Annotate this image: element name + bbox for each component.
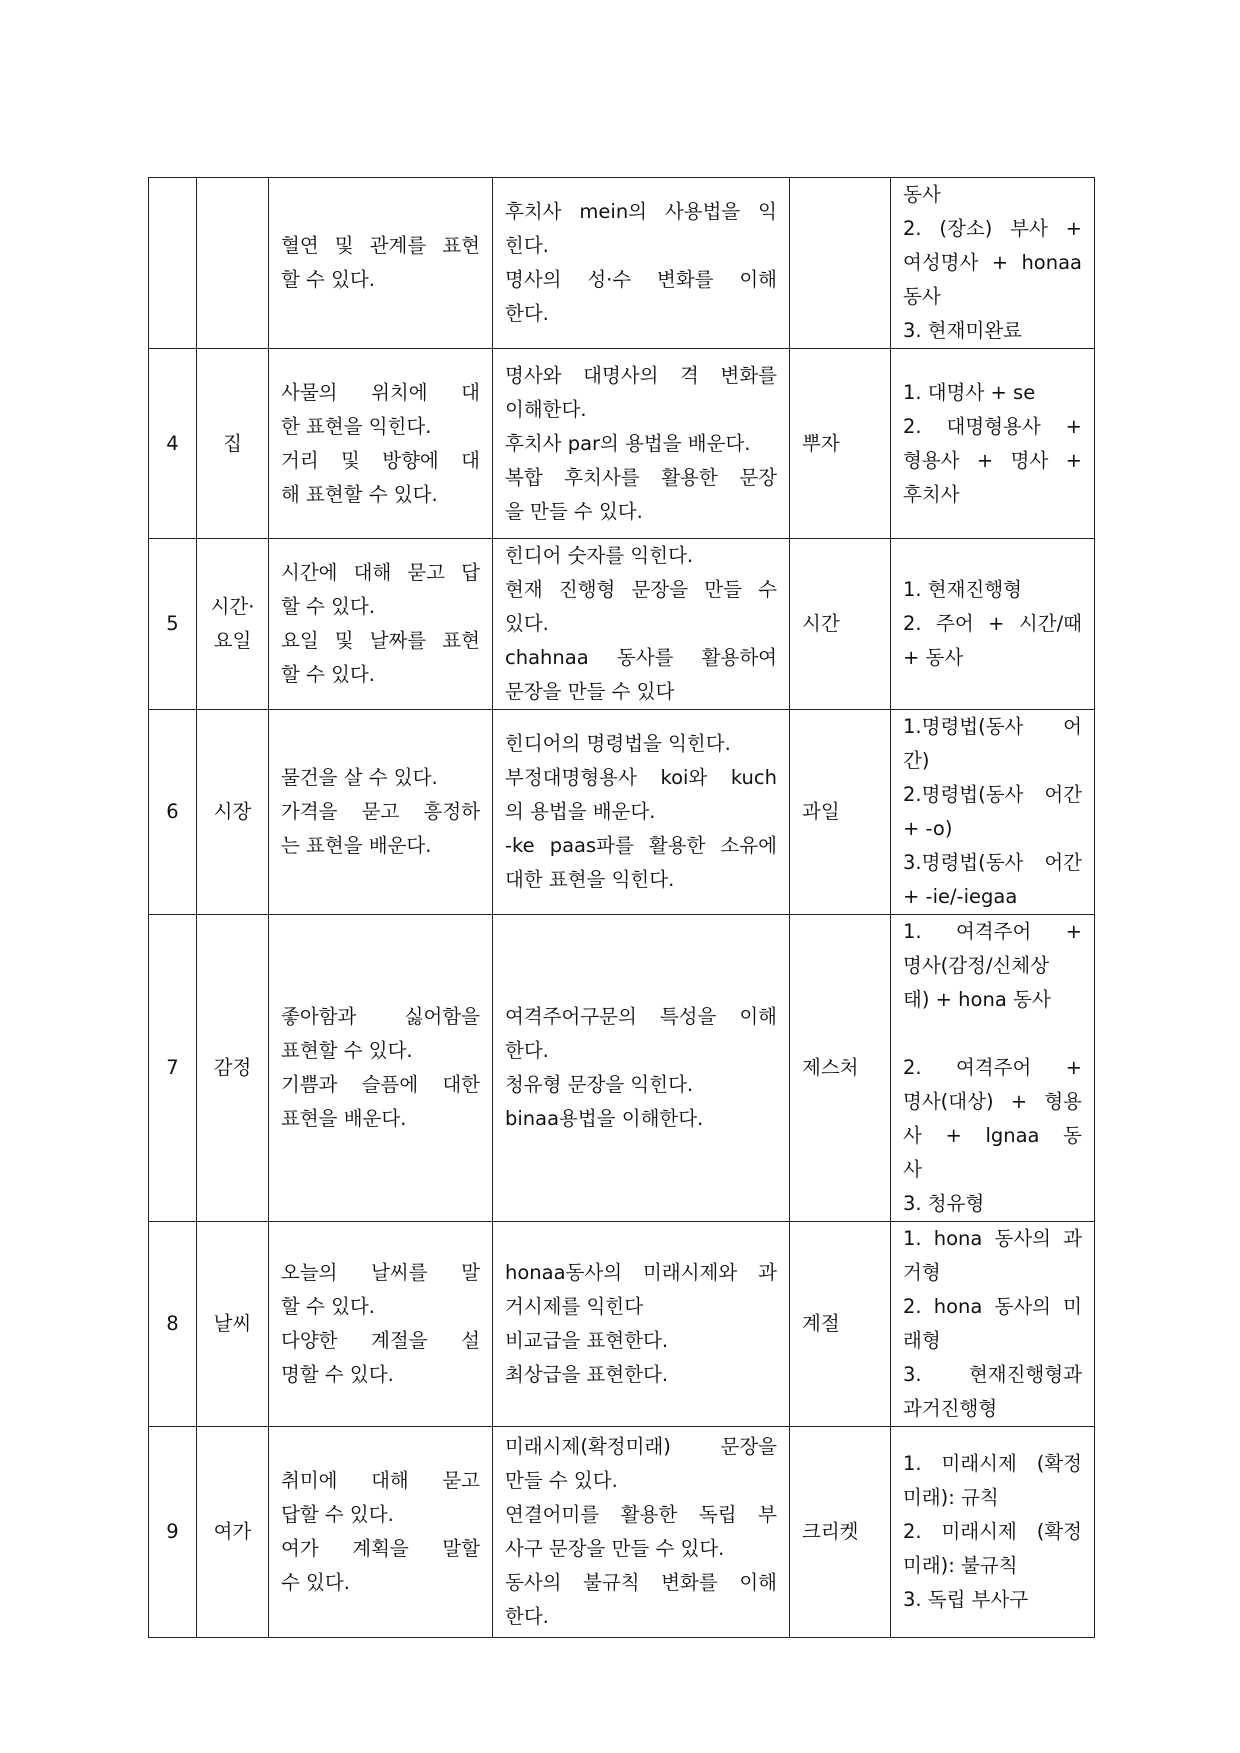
grammar-cell bbox=[493, 1427, 790, 1638]
structure-line: 3.명령법(동사 어간 bbox=[903, 851, 1082, 874]
grammar-cell bbox=[493, 539, 790, 710]
goal-line: 할 수 있다. bbox=[281, 663, 375, 686]
structure-line: 1. 현재진행형 bbox=[903, 578, 1022, 601]
week-number-cell bbox=[149, 349, 197, 539]
topic-cell bbox=[197, 915, 269, 1222]
structure-line: 3. 청유형 bbox=[903, 1192, 985, 1215]
structure-line: 2. hona 동사의 미 bbox=[903, 1295, 1082, 1318]
week-number-cell bbox=[149, 539, 197, 710]
grammar-line: 여격주어구문의 특성을 이해 bbox=[505, 1005, 777, 1028]
grammar-line: 명사와 대명사의 격 변화를 bbox=[505, 363, 777, 387]
goal-line: 좋아함과 싫어함을 bbox=[281, 1005, 480, 1028]
week-number-cell bbox=[149, 178, 197, 349]
week-number: 5 bbox=[166, 612, 179, 635]
week-number: 8 bbox=[166, 1312, 179, 1335]
grammar-line: 명사의 성·수 변화를 이해 bbox=[505, 268, 777, 291]
structure-cell bbox=[891, 1222, 1095, 1427]
goal-line: 해 표현할 수 있다. bbox=[281, 482, 438, 506]
grammar-line: 복합 후치사를 활용한 문장 bbox=[505, 465, 777, 489]
table-body bbox=[149, 178, 1095, 1638]
structure-line: 간) bbox=[903, 749, 930, 772]
vocab-text: 과일 bbox=[802, 800, 840, 823]
topic-cell bbox=[197, 349, 269, 539]
table-row bbox=[149, 915, 1095, 1222]
structure-cell bbox=[891, 178, 1095, 349]
structure-line: 미래): 규칙 bbox=[903, 1486, 999, 1509]
topic-line: 요일 bbox=[213, 629, 252, 652]
grammar-line: 있다. bbox=[505, 612, 549, 635]
grammar-line: 힌디어의 명령법을 익힌다. bbox=[505, 732, 731, 755]
grammar-line: 후치사 mein의 사용법을 익 bbox=[505, 200, 777, 223]
structure-line: 3. 현재미완료 bbox=[903, 319, 1022, 342]
topic-line: 여가 bbox=[213, 1520, 252, 1543]
grammar-line: -ke paas파를 활용한 소유에 bbox=[505, 834, 777, 857]
grammar-cell bbox=[493, 710, 790, 915]
structure-line bbox=[903, 1017, 1082, 1051]
goal-line: 할 수 있다. bbox=[281, 1295, 375, 1318]
structure-line: 1. 미래시제 (확정 bbox=[903, 1452, 1082, 1475]
goal-line: 표현을 배운다. bbox=[281, 1107, 407, 1130]
vocab-text: 크리켓 bbox=[802, 1520, 859, 1543]
structure-line: 2. 대명형용사 + bbox=[903, 414, 1082, 438]
structure-line: 3. 현재진행형과 bbox=[903, 1363, 1082, 1386]
table-row bbox=[149, 349, 1095, 539]
goal-line: 할 수 있다. bbox=[281, 595, 375, 618]
structure-line: 동사 bbox=[903, 285, 941, 308]
structure-line: 명사(감정/신체상 bbox=[903, 954, 1050, 977]
goal-line: 표현할 수 있다. bbox=[281, 1039, 413, 1062]
grammar-line: 을 만들 수 있다. bbox=[505, 499, 643, 523]
structure-cell bbox=[891, 710, 1095, 915]
goal-cell bbox=[269, 710, 493, 915]
grammar-line: 비교급을 표현한다. bbox=[505, 1329, 669, 1352]
grammar-line: 한다. bbox=[505, 302, 549, 325]
goal-line: 취미에 대해 묻고 bbox=[281, 1469, 480, 1492]
table-row bbox=[149, 1222, 1095, 1427]
topic-cell bbox=[197, 539, 269, 710]
vocab-cell bbox=[790, 349, 891, 539]
vocab-cell bbox=[790, 539, 891, 710]
structure-line: 과거진행형 bbox=[903, 1397, 998, 1420]
topic-cell bbox=[197, 1222, 269, 1427]
goal-line: 는 표현을 배운다. bbox=[281, 834, 432, 857]
topic-line: 날씨 bbox=[213, 1312, 252, 1335]
curriculum-table bbox=[148, 177, 1095, 1638]
table-row bbox=[149, 1427, 1095, 1638]
grammar-line: 현재 진행형 문장을 만들 수 bbox=[505, 578, 777, 601]
grammar-cell bbox=[493, 178, 790, 349]
vocab-cell bbox=[790, 1222, 891, 1427]
topic-line: 시간· bbox=[210, 595, 255, 618]
grammar-cell bbox=[493, 915, 790, 1222]
grammar-line: 동사의 불규칙 변화를 이해 bbox=[505, 1571, 777, 1594]
week-number: 9 bbox=[166, 1520, 179, 1543]
structure-cell bbox=[891, 915, 1095, 1222]
topic-line: 집 bbox=[223, 431, 242, 455]
table-row bbox=[149, 178, 1095, 349]
goal-line: 명할 수 있다. bbox=[281, 1363, 394, 1386]
grammar-line: 후치사 par의 용법을 배운다. bbox=[505, 431, 751, 455]
structure-line: 2.명령법(동사 어간 bbox=[903, 783, 1082, 806]
goal-cell bbox=[269, 915, 493, 1222]
grammar-line: 사구 문장을 만들 수 있다. bbox=[505, 1537, 725, 1560]
goal-line: 할 수 있다. bbox=[281, 268, 375, 291]
structure-line: 2. 미래시제 (확정 bbox=[903, 1520, 1082, 1543]
topic-cell bbox=[197, 710, 269, 915]
grammar-line: binaa용법을 이해한다. bbox=[505, 1107, 704, 1130]
structure-line: 2. 주어 + 시간/때 bbox=[903, 612, 1082, 635]
structure-line: 후치사 bbox=[903, 482, 960, 506]
goal-line: 답할 수 있다. bbox=[281, 1503, 394, 1526]
goal-line: 다양한 계절을 설 bbox=[281, 1329, 480, 1352]
grammar-line: 이해한다. bbox=[505, 397, 587, 421]
week-number-cell bbox=[149, 915, 197, 1222]
topic-line: 시장 bbox=[213, 800, 252, 823]
structure-line: 태) + hona 동사 bbox=[903, 988, 1051, 1011]
structure-line: 명사(대상) + 형용 bbox=[903, 1090, 1082, 1113]
vocab-cell bbox=[790, 1427, 891, 1638]
topic-line: 감정 bbox=[213, 1056, 252, 1079]
structure-line: + -ie/-iegaa bbox=[903, 885, 1018, 908]
vocab-text: 시간 bbox=[802, 612, 840, 635]
goal-line: 수 있다. bbox=[281, 1571, 350, 1594]
grammar-line: 만들 수 있다. bbox=[505, 1469, 618, 1492]
week-number: 4 bbox=[166, 431, 179, 455]
grammar-line: 거시제를 익힌다 bbox=[505, 1295, 644, 1318]
structure-cell bbox=[891, 539, 1095, 710]
grammar-line: honaa동사의 미래시제와 과 bbox=[505, 1261, 777, 1284]
goal-cell bbox=[269, 349, 493, 539]
week-number-cell bbox=[149, 1427, 197, 1638]
structure-line: 사 + lgnaa 동 bbox=[903, 1124, 1082, 1147]
goal-line: 시간에 대해 묻고 답 bbox=[281, 561, 480, 584]
goal-cell bbox=[269, 178, 493, 349]
week-number-cell bbox=[149, 710, 197, 915]
grammar-line: 한다. bbox=[505, 1605, 549, 1628]
structure-line: 래형 bbox=[903, 1329, 941, 1352]
goal-cell bbox=[269, 1222, 493, 1427]
grammar-line: 청유형 문장을 익힌다. bbox=[505, 1073, 694, 1096]
goal-line: 물건을 살 수 있다. bbox=[281, 766, 438, 789]
table-row bbox=[149, 539, 1095, 710]
grammar-line: 힌디어 숫자를 익힌다. bbox=[505, 544, 694, 567]
structure-line: 2. (장소) 부사 + bbox=[903, 217, 1082, 240]
goal-line: 가격을 묻고 흥정하 bbox=[281, 800, 480, 823]
grammar-cell bbox=[493, 1222, 790, 1427]
structure-line: 3. 독립 부사구 bbox=[903, 1588, 1029, 1611]
structure-line: 거형 bbox=[903, 1261, 941, 1284]
grammar-line: 힌다. bbox=[505, 234, 549, 257]
structure-line: + 동사 bbox=[903, 646, 964, 669]
structure-line: 사 bbox=[903, 1158, 922, 1181]
grammar-line: 대한 표현을 익힌다. bbox=[505, 868, 675, 891]
structure-line: 2. 여격주어 + bbox=[903, 1056, 1082, 1079]
grammar-line: chahnaa 동사를 활용하여 bbox=[505, 646, 777, 669]
vocab-cell bbox=[790, 710, 891, 915]
goal-line: 거리 및 방향에 대 bbox=[281, 448, 480, 472]
grammar-line: 한다. bbox=[505, 1039, 549, 1062]
structure-line: 1. 여격주어 + bbox=[903, 920, 1082, 943]
structure-line: + -o) bbox=[903, 817, 953, 840]
goal-line: 한 표현을 익힌다. bbox=[281, 414, 432, 438]
structure-line: 형용사 + 명사 + bbox=[903, 448, 1082, 472]
vocab-text: 제스처 bbox=[802, 1056, 859, 1079]
table-row bbox=[149, 710, 1095, 915]
goal-line: 요일 및 날짜를 표현 bbox=[281, 629, 480, 652]
structure-line: 1. hona 동사의 과 bbox=[903, 1227, 1082, 1250]
structure-cell bbox=[891, 1427, 1095, 1638]
vocab-cell bbox=[790, 915, 891, 1222]
structure-line: 동사 bbox=[903, 183, 941, 206]
vocab-text: 계절 bbox=[802, 1312, 840, 1335]
grammar-line: 최상급을 표현한다. bbox=[505, 1363, 669, 1386]
grammar-line: 문장을 만들 수 있다 bbox=[505, 680, 675, 703]
goal-cell bbox=[269, 539, 493, 710]
topic-cell bbox=[197, 1427, 269, 1638]
grammar-line: 부정대명형용사 koi와 kuch bbox=[505, 766, 777, 789]
goal-line: 여가 계획을 말할 bbox=[281, 1537, 480, 1560]
goal-line: 혈연 및 관계를 표현 bbox=[281, 234, 480, 257]
structure-line: 여성명사 + honaa bbox=[903, 251, 1082, 274]
goal-line: 오늘의 날씨를 말 bbox=[281, 1261, 480, 1284]
goal-cell bbox=[269, 1427, 493, 1638]
goal-line: 사물의 위치에 대 bbox=[281, 380, 480, 404]
grammar-line: 연결어미를 활용한 독립 부 bbox=[505, 1503, 777, 1526]
grammar-cell bbox=[493, 349, 790, 539]
vocab-cell bbox=[790, 178, 891, 349]
vocab-text: 뿌자 bbox=[802, 431, 840, 455]
grammar-line: 의 용법을 배운다. bbox=[505, 800, 656, 823]
structure-line: 1. 대명사 + se bbox=[903, 380, 1036, 404]
grammar-line: 미래시제(확정미래) 문장을 bbox=[505, 1435, 777, 1458]
structure-line: 미래): 불규칙 bbox=[903, 1554, 1018, 1577]
structure-cell bbox=[891, 349, 1095, 539]
topic-cell bbox=[197, 178, 269, 349]
week-number: 6 bbox=[166, 800, 179, 823]
structure-line: 1.명령법(동사 어 bbox=[903, 715, 1082, 738]
week-number: 7 bbox=[166, 1056, 179, 1079]
week-number-cell bbox=[149, 1222, 197, 1427]
goal-line: 기쁨과 슬픔에 대한 bbox=[281, 1073, 480, 1096]
